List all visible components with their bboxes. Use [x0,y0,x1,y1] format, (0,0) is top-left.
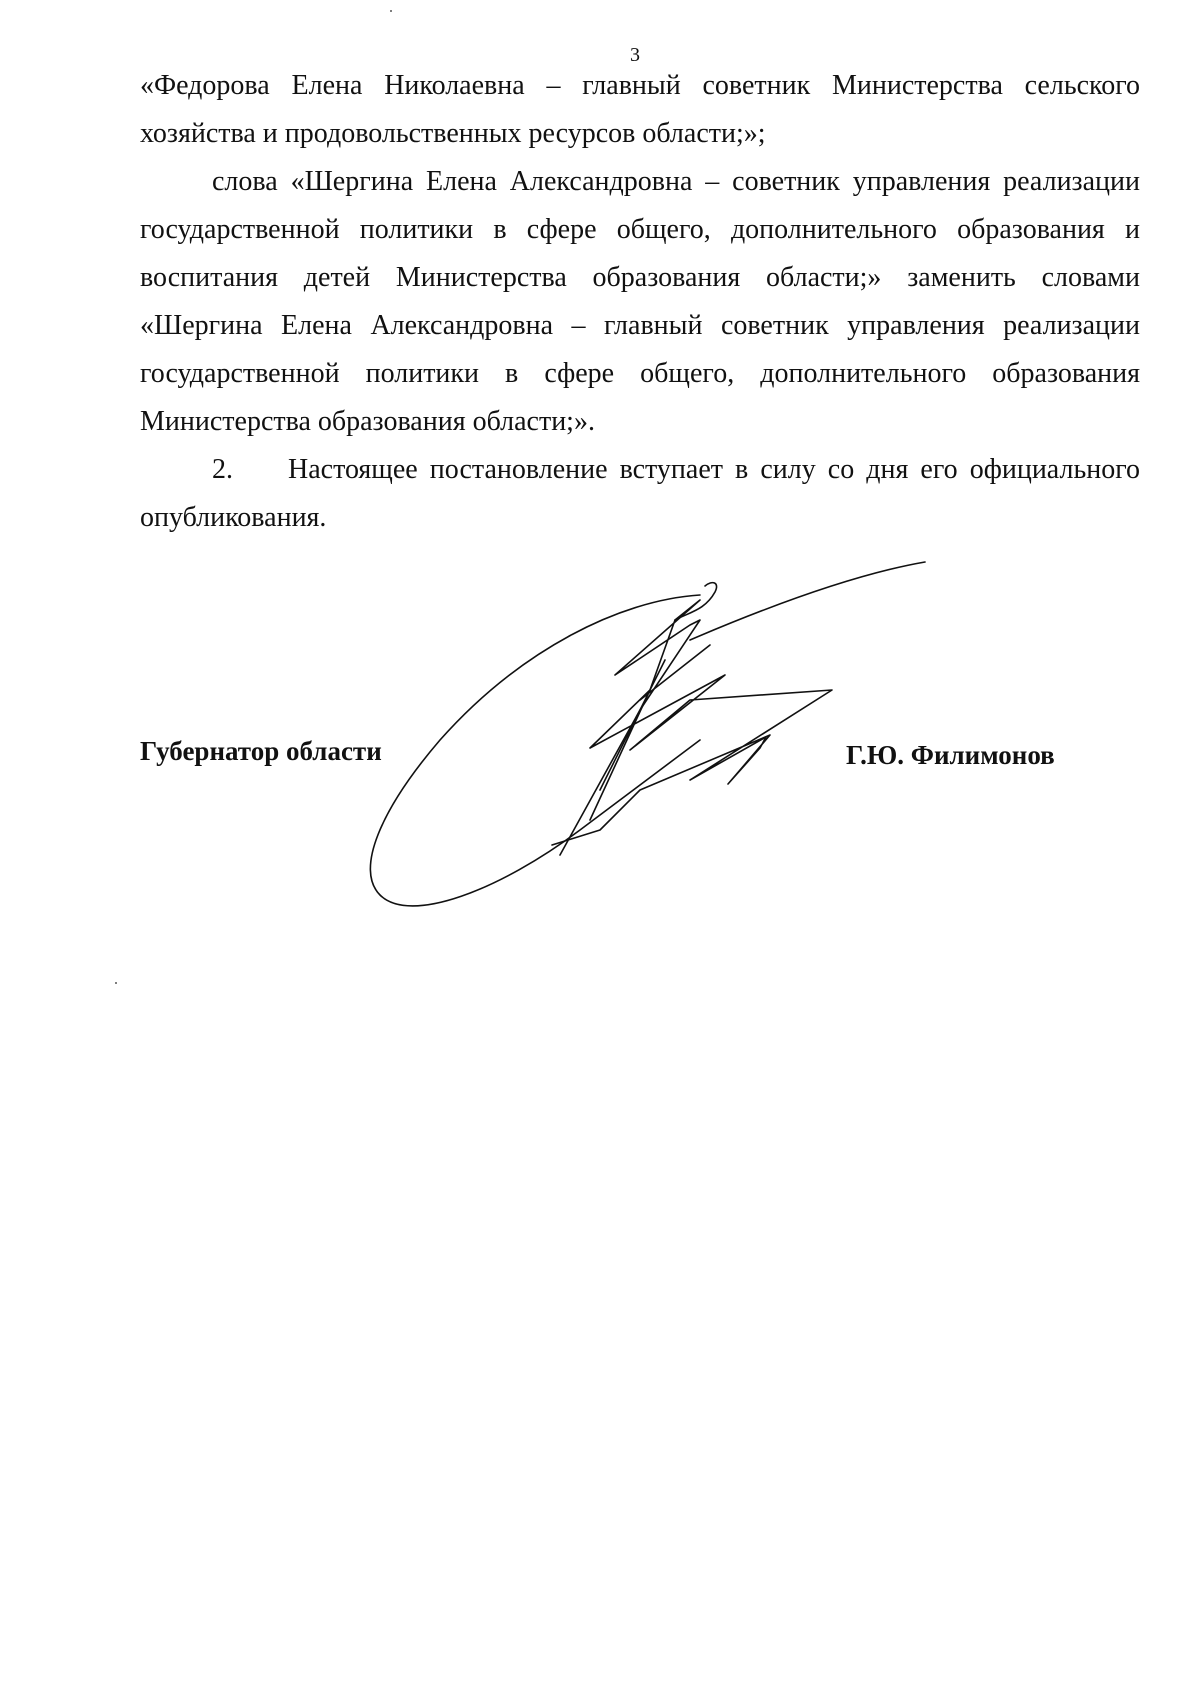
document-body [140,62,1140,542]
item-number: 2. [212,454,233,485]
scan-speck [115,982,117,984]
signature-zigzag [552,600,832,855]
item-text: Настоящее постановление вступает в силу со дня его официального опубликования. [140,454,1140,533]
paragraph-shergina: слова «Шергина Елена Александровна – советник управления реализации государственной политики в сфере общего, дополнительного образования и воспитания детей Министерства образования области;» заменить словами «Шергина Елена Александровна – главный советник управления реализации государственной политики в сфере общего, дополнительного образования Министерства образования области;». [140,166,1140,437]
signature-stroke [590,645,710,820]
paragraph-fedorova: «Федорова Елена Николаевна – главный советник Министерства сельского хозяйства и продовольственных ресурсов области;»; [140,70,1140,149]
signature-hook [675,583,717,620]
signatory-position: Губернатор области [140,736,382,766]
page-number: 3 [630,44,640,66]
signature-loop [370,595,700,906]
signature-tail [690,562,925,640]
signatory-name: Г.Ю. Филимонов [846,740,1055,770]
paragraph-item-2 [140,446,1140,542]
scan-speck [390,10,392,12]
